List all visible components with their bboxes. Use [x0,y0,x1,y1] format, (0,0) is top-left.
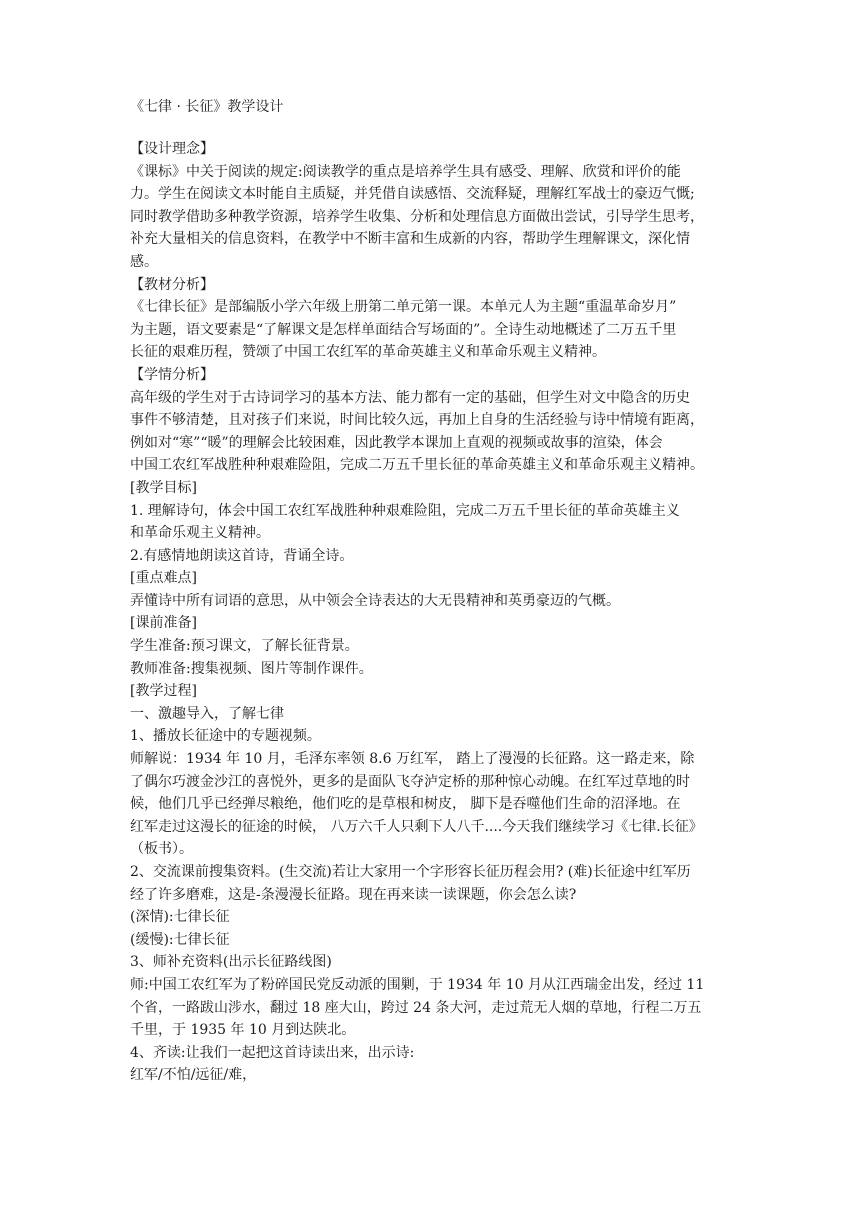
paragraph-line: 师解说：1934 年 10 月，毛泽东率领 8.6 万红军， 踏上了漫漫的长征路。这一路走来，除 [130,751,695,768]
section-heading: [重点难点] [130,570,197,587]
section-material-analysis [130,274,740,364]
paragraph-line: 《课标》中关于阅读的规定:阅读教学的重点是培养学生具有感受、理解、欣赏和评价的能 [130,163,681,180]
paragraph-line: 3、师补充资料(出示长征路线图) [130,954,332,971]
paragraph-line: 事件不够清楚，且对孩子们来说，时间比较久远，再加上自身的生活经验与诗中情境有距离， [130,412,704,429]
paragraph-line: 学生准备:预习课文，了解长征背景。 [130,638,359,655]
paragraph-line: 教师准备:搜集视频、图片等制作课件。 [130,660,373,677]
paragraph-line: 2、交流课前搜集资料。(生交流)若让大家用一个字形容长征历程会用? (难)长征途中红军历 [130,864,691,880]
paragraph-line: 为主题，语文要素是“了解课文是怎样单面结合写场面的”。全诗生动地概述了二万五千里 [130,321,677,338]
paragraph-line: 红军/不怕/远征/难， [130,1067,257,1084]
section-heading: 【设计理念】 [130,141,214,157]
section-student-analysis [130,364,740,477]
paragraph-line: （板书）。 [130,841,193,858]
paragraph-line: 弄懂诗中所有词语的意思，从中领会全诗表达的大无畏精神和英勇豪迈的气概。 [130,592,620,609]
paragraph-line: 候，他们几乎已经弹尽粮绝，他们吃的是草根和树皮， 脚下是吞噬他们生命的沼泽地。在 [130,796,681,813]
paragraph-line: 感。 [130,253,158,270]
document-title: 《七律 · 长征》教学设计 [130,99,284,115]
paragraph-line: 2.有感情地朗读这首诗，背诵全诗。 [130,547,354,564]
paragraph-line: 例如对“寒”“暖”的理解会比较困难，因此教学本课加上直观的视频或故事的渲染，体会 [130,434,663,451]
paragraph-line: 高年级的学生对于古诗词学习的基本方法、能力都有一定的基础，但学生对文中隐含的历史 [130,389,690,406]
section-heading: [教学过程] [130,683,197,700]
section-heading: 【学情分析】 [130,366,214,383]
section-goals [130,477,740,567]
paragraph-line: (缓慢):七律长征 [130,931,230,948]
paragraph-line: 一、激趣导入，了解七律 [130,705,284,722]
section-heading: 【教材分析】 [130,276,214,293]
paragraph-line: 长征的艰难历程，赞颂了中国工农红军的革命英雄主义和革命乐观主义精神。 [130,344,606,361]
section-heading: [教学目标] [130,479,197,496]
section-process [130,680,740,1087]
paragraph-line: (深情):七律长征 [130,909,230,926]
paragraph-line: 中国工农红军战胜种种艰难险阻，完成二万五千里长征的革命英雄主义和革命乐观主义精神。 [130,457,704,474]
paragraph-line: 和革命乐观主义精神。 [130,525,270,542]
paragraph-line: 经了许多磨难，这是-条漫漫长征路。现在再来读一读课题，你会怎么读? [130,886,577,903]
document-page [130,96,740,1087]
paragraph-line: 1. 理解诗句，体会中国工农红军战胜种种艰难险阻，完成二万五千里长征的革命英雄主义 [130,502,680,519]
paragraph-line: 师:中国工农红军为了粉碎国民党反动派的围剿，于 1934 年 10 月从江西瑞金出发，经过 11 [130,976,705,993]
paragraph-line: 了偶尔巧渡金沙江的喜悦外，更多的是面队飞夺泸定桥的那种惊心动魄。在红军过草地的时 [130,773,690,790]
paragraph-line: 千里，于 1935 年 10 月到达陕北。 [130,1022,356,1039]
paragraph-line: 同时教学借助多种教学资源，培养学生收集、分析和处理信息方面做出尝试，引导学生思考， [130,208,704,225]
paragraph-line: 红军走过这漫长的征途的时候， 八万六千人只剩下人八千....今天我们继续学习《七律.长征》 [130,818,703,835]
paragraph-line: 《七律长征》是部编版小学六年级上册第二单元第一课。本单元人为主题“重温革命岁月” [130,299,677,316]
paragraph-line: 力。学生在阅读文本时能自主质疑，并凭借自读感悟、交流释疑，理解红军战士的豪迈气慨; [130,186,695,203]
paragraph-line: 补充大量相关的信息资料，在教学中不断丰富和生成新的内容，帮助学生理解课文，深化情 [130,231,690,248]
section-preparation [130,612,740,680]
section-heading: [课前准备] [130,615,197,632]
paragraph-line: 个省，一路跋山涉水，翻过 18 座大山，跨过 24 条大河，走过荒无人烟的草地，行程二万五 [130,999,702,1016]
paragraph-line: 1、播放长征途中的专题视频。 [130,728,321,745]
section-key-points [130,567,740,612]
section-design-concept [130,138,740,274]
paragraph-line: 4、齐读:让我们一起把这首诗读出来，出示诗: [130,1044,415,1061]
